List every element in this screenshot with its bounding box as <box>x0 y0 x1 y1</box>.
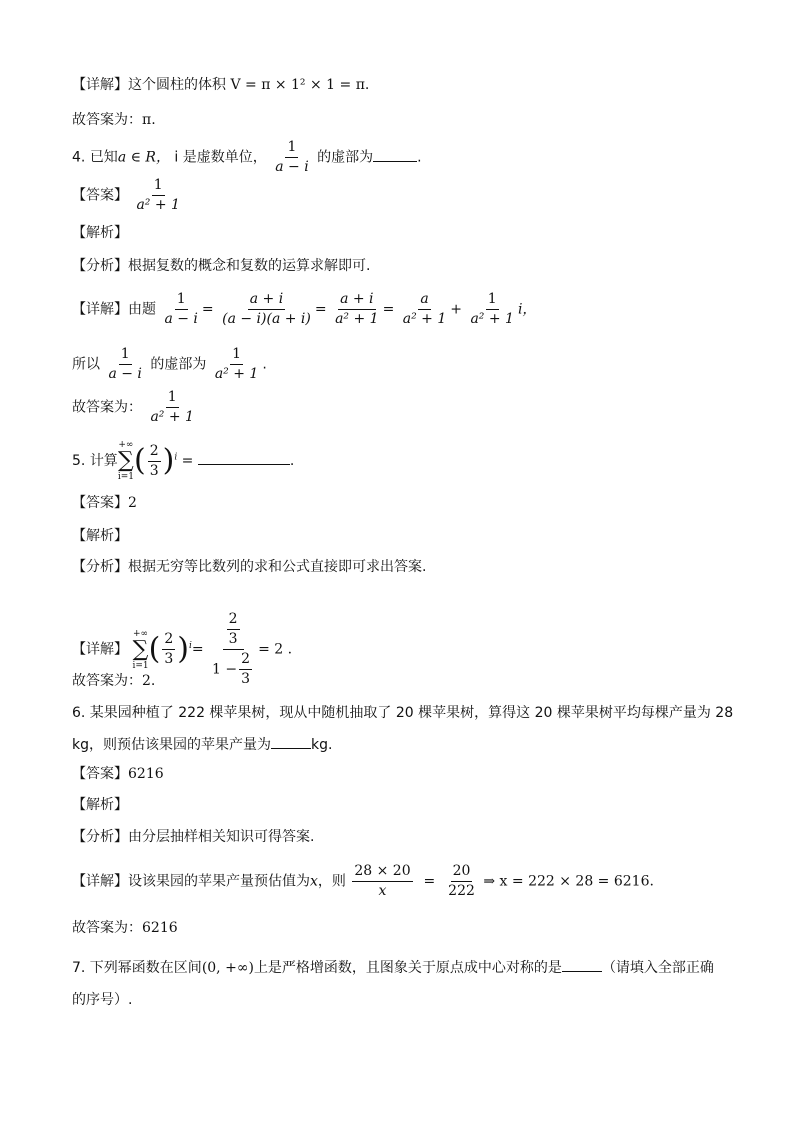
question-number: 4. <box>72 149 86 166</box>
analysis-text: 根据无穷等比数列的求和公式直接即可求出答案. <box>128 559 427 575</box>
q4-fenxi <box>72 256 370 276</box>
analysis-text: 由分层抽样相关知识可得答案. <box>128 829 315 845</box>
answer-label: 【答案】 <box>72 495 128 511</box>
analysis-label: 【分析】 <box>72 258 128 274</box>
q4-question: 4. 已知a ∈ R， i 是虚数单位， $\frac{1}{a - i}$ 的虚部为 . <box>72 139 422 175</box>
question-text: i 是虚数单位， <box>174 149 267 166</box>
q6-detail: 【详解】设该果园的苹果产量预估值为x，则 $\frac{28 \times 20}{x}$ = $\frac{20}{222}$ ⇒ x = 222 × 28 = 6216. <box>72 863 654 899</box>
q5-question: 5. 计算 +∞ ∑ i=1 ( $\frac{2}{3}$ )$^i$ = . <box>72 440 295 482</box>
final-label: 故答案为： <box>72 399 142 416</box>
q6-fenxi <box>72 827 314 847</box>
condition: a ∈ R， <box>117 149 170 166</box>
q6-final: 故答案为：6216 <box>72 920 178 936</box>
volume-formula: V = π × 1² × 1 = π. <box>230 77 370 93</box>
q6-answer <box>72 764 164 784</box>
q3-final <box>72 110 156 130</box>
question-text: 计算 <box>89 453 118 469</box>
q5-fenxi <box>72 557 426 577</box>
q6-question-line1: 6. 某果园种植了 222 棵苹果树，现从中随机抽取了 20 棵苹果树，算得这 20 棵苹果树平均每棵产量为 28 <box>72 705 734 721</box>
answer-value: 2 <box>128 495 137 511</box>
sum-symbol: +∞ ∑ i=1 <box>117 440 134 482</box>
question-number: 5. <box>72 453 86 469</box>
q4-detail: 【详解】由题 $\frac{1}{a - i}$ = $\frac{a + i}{(a - i)(a + i)}$ = $\frac{a + i}{\text{a² + 1}}$ = $\frac{a}{\text{a² + 1}}$ + $\frac{1}{\text{a² + 1}}$ i， <box>72 291 537 327</box>
q7-question-line2: 的序号）. <box>72 992 133 1008</box>
analysis-text: 根据复数的概念和复数的运算求解即可. <box>128 258 371 274</box>
q5-jiexi: 【解析】 <box>72 528 128 544</box>
analysis-label: 【分析】 <box>72 829 128 845</box>
answer-blank <box>271 734 311 749</box>
q4-jiexi: 【解析】 <box>72 225 128 241</box>
answer-blank <box>373 147 417 162</box>
detail-label: 【详解】 <box>72 301 128 318</box>
q5-answer <box>72 493 137 513</box>
q3-detail <box>72 75 369 95</box>
q7-question-line1: 7. 下列幂函数在区间(0, +∞)上是严格增函数，且图象关于原点成中心对称的是 （请填入全部正确 <box>72 957 714 978</box>
detail-text: 由题 <box>128 301 156 318</box>
answer-label: 【答案】 <box>72 187 128 204</box>
answer-fraction: $\frac{1}{\text{a² + 1}}$ <box>136 177 180 213</box>
q4-conclusion: 所以 $\frac{1}{a - i}$ 的虚部为 $\frac{1}{\text{a² + 1}}$ . <box>72 346 267 382</box>
question-text: 的虚部为 <box>317 149 374 166</box>
answer-blank <box>562 957 602 972</box>
answer-blank <box>198 450 290 465</box>
final-label: 故答案为： <box>72 673 142 689</box>
q4-final: 故答案为： $\frac{1}{\text{a² + 1}}$ <box>72 389 194 425</box>
detail-text: 这个圆柱的体积 <box>128 77 226 93</box>
final-label: 故答案为： <box>72 920 142 936</box>
detail-label: 【详解】 <box>72 873 128 890</box>
fraction: $\frac{1}{a - i}$ <box>275 139 309 175</box>
q5-final: 故答案为：2. <box>72 673 156 689</box>
analysis-label: 【分析】 <box>72 559 128 575</box>
final-label: 故答案为： <box>72 112 142 128</box>
answer-label: 【答案】 <box>72 766 128 782</box>
answer-value: 6216 <box>128 766 164 782</box>
compound-fraction: $\frac{2}{3}$ 1 − $\frac{2}{3}$ <box>212 611 251 687</box>
q6-jiexi: 【解析】 <box>72 797 128 813</box>
q5-detail: 【详解】 +∞ ∑ i=1 ( $\frac{2}{3}$ )$^i$= $\frac{2}{3}$ 1 − $\frac{2}{3}$ = 2 . <box>72 611 293 687</box>
detail-label: 【详解】 <box>72 77 128 93</box>
q4-answer <box>72 176 184 215</box>
q6-question-line2: kg，则预估该果园的苹果产量为 kg. <box>72 734 332 755</box>
question-text: 已知 <box>89 149 118 166</box>
final-value: π. <box>142 112 156 128</box>
detail-label: 【详解】 <box>72 641 128 658</box>
